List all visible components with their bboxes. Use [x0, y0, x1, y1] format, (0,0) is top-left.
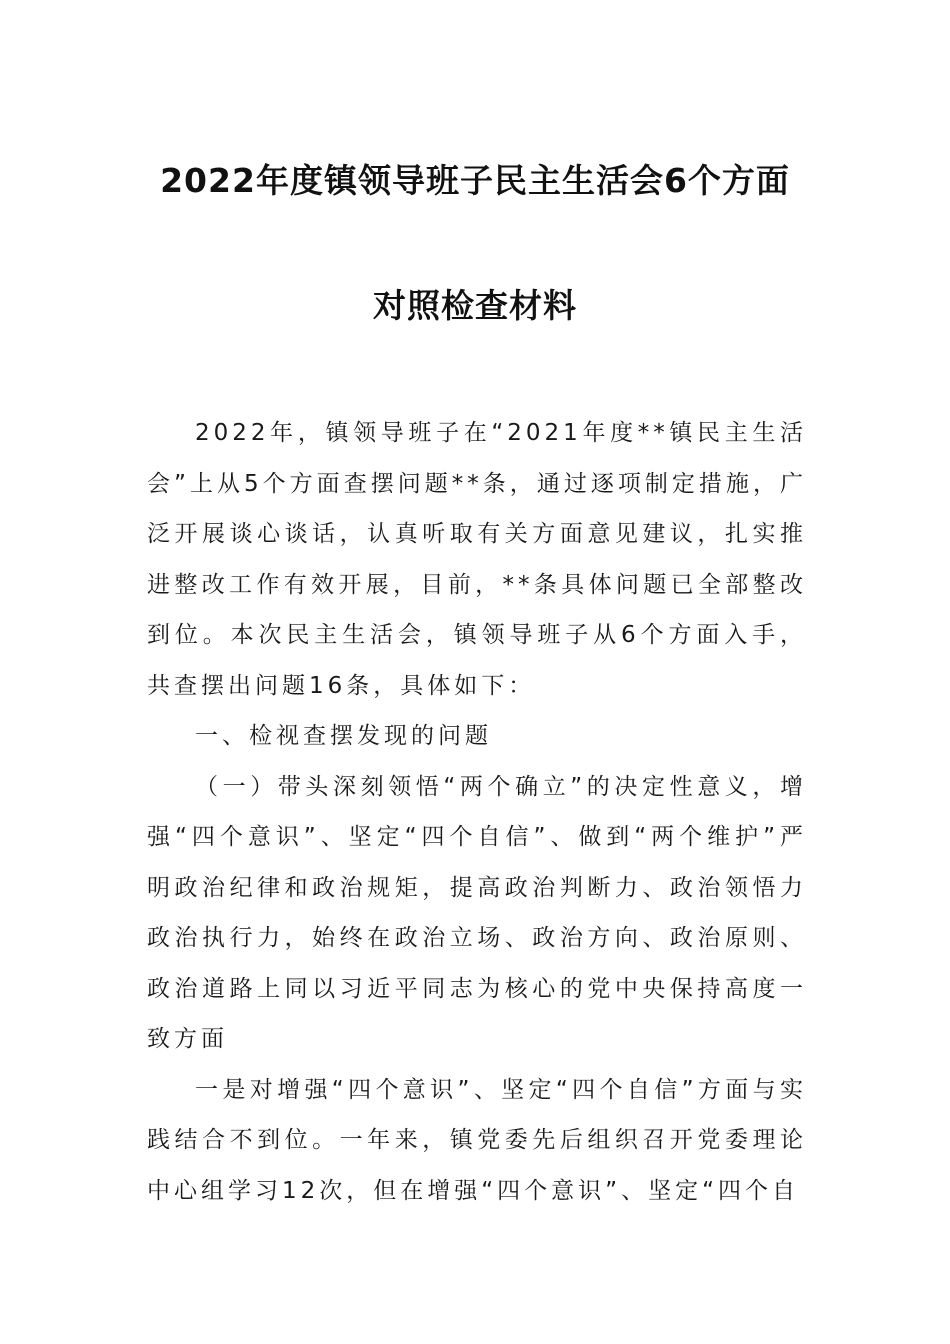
subsection-heading: （一）带头深刻领悟“两个确立”的决定性意义，增强“四个意识”、坚定“四个自信”、做到“两个维护”严明政治纪律和政治规矩，提高政治判断力、政治领悟力政治执行力，始终在政治立场、政治方向、政治原则、政治道路上同以习近平同志为核心的党中央保持高度一致方面: [147, 773, 807, 1052]
body-paragraph: 一是对增强“四个意识”、坚定“四个自信”方面与实践结合不到位。一年来，镇党委先后组织召开党委理论中心组学习12次，但在增强“四个意识”、坚定“四个自: [147, 1076, 807, 1204]
document-body: [147, 408, 807, 1216]
document-title-line-2: 对照检查材料: [373, 286, 577, 325]
document-title-line-1: 2022年度镇领导班子民主生活会6个方面: [160, 161, 790, 200]
intro-paragraph: 2022年，镇领导班子在“2021年度**镇民主生活会”上从5个方面查摆问题**条，通过逐项制定措施，广泛开展谈心谈话，认真听取有关方面意见建议，扎实推进整改工作有效开展，目前，**条具体问题已全部整改到位。本次民主生活会，镇领导班子从6个方面入手，共查摆出问题16条，具体如下：: [147, 420, 807, 699]
section-heading: 一、检视查摆发现的问题: [195, 723, 492, 749]
